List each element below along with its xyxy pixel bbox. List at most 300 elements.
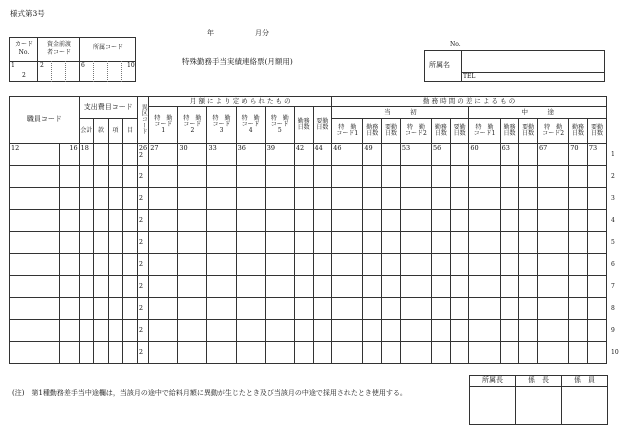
row-number: 1 (611, 151, 615, 158)
table-cell[interactable] (137, 320, 148, 342)
table-cell[interactable] (519, 210, 538, 232)
table-cell[interactable] (123, 276, 138, 298)
table-cell[interactable] (363, 188, 382, 210)
table-cell[interactable] (79, 232, 94, 254)
table-cell[interactable] (363, 254, 382, 276)
table-cell[interactable] (178, 342, 207, 364)
table-cell[interactable] (587, 320, 606, 342)
table-cell[interactable] (294, 254, 313, 276)
table-cell[interactable] (538, 232, 569, 254)
table-cell[interactable] (207, 188, 236, 210)
table-cell[interactable] (137, 188, 148, 210)
table-cell[interactable] (332, 320, 363, 342)
table-cell[interactable] (149, 342, 178, 364)
table-cell[interactable] (265, 144, 294, 166)
table-cell[interactable] (519, 232, 538, 254)
table-cell[interactable] (94, 320, 109, 342)
table-cell[interactable] (363, 342, 382, 364)
table-cell[interactable] (294, 276, 313, 298)
table-cell[interactable] (10, 254, 60, 276)
table-cell[interactable] (149, 144, 178, 166)
table-cell[interactable] (569, 210, 588, 232)
table-cell[interactable] (59, 298, 79, 320)
table-cell[interactable] (59, 276, 79, 298)
table-cell[interactable] (450, 144, 469, 166)
table-cell[interactable] (332, 188, 363, 210)
table-cell[interactable] (123, 210, 138, 232)
table-cell[interactable] (236, 188, 265, 210)
row-number: 4 (611, 217, 615, 224)
table-cell[interactable] (207, 166, 236, 188)
table-cell[interactable] (313, 342, 332, 364)
diff-code-value: 2 (138, 282, 143, 291)
approval-table (469, 375, 608, 425)
table-cell[interactable] (400, 210, 431, 232)
table-cell[interactable] (363, 210, 382, 232)
table-cell[interactable] (137, 342, 148, 364)
table-cell[interactable] (569, 254, 588, 276)
table-cell[interactable] (178, 298, 207, 320)
approval-stamp-1 (470, 387, 516, 425)
table-cell[interactable] (79, 342, 94, 364)
card-no-label: カード No. (14, 41, 33, 56)
table-cell[interactable] (363, 320, 382, 342)
table-cell[interactable] (538, 210, 569, 232)
table-cell[interactable] (469, 144, 500, 166)
table-cell[interactable] (149, 166, 178, 188)
table-cell[interactable] (569, 298, 588, 320)
table-cell[interactable] (538, 276, 569, 298)
table-cell[interactable] (519, 298, 538, 320)
table-cell[interactable] (432, 276, 451, 298)
table-cell[interactable] (108, 144, 123, 166)
table-cell[interactable] (363, 166, 382, 188)
table-cell[interactable] (207, 232, 236, 254)
table-cell[interactable] (382, 188, 401, 210)
table-cell[interactable] (108, 232, 123, 254)
col-start-number: 73 (588, 144, 598, 152)
table-cell[interactable] (382, 276, 401, 298)
table-cell[interactable] (94, 144, 109, 166)
table-cell[interactable] (236, 320, 265, 342)
table-cell[interactable] (294, 210, 313, 232)
table-cell[interactable] (207, 320, 236, 342)
table-cell[interactable] (236, 144, 265, 166)
table-cell[interactable] (207, 254, 236, 276)
table-cell[interactable] (79, 166, 94, 188)
table-cell[interactable] (400, 320, 431, 342)
table-cell[interactable] (265, 166, 294, 188)
table-cell[interactable] (400, 254, 431, 276)
table-cell[interactable] (538, 166, 569, 188)
table-cell[interactable] (400, 276, 431, 298)
table-cell[interactable] (265, 232, 294, 254)
table-cell[interactable] (363, 144, 382, 166)
approval-stamp-2 (516, 387, 562, 425)
table-cell[interactable] (178, 188, 207, 210)
table-cell[interactable] (149, 188, 178, 210)
table-cell[interactable] (587, 144, 606, 166)
midway-col-5: 勤務 日数 (569, 119, 588, 144)
table-cell[interactable] (265, 188, 294, 210)
table-cell[interactable] (94, 298, 109, 320)
table-cell[interactable] (10, 298, 60, 320)
table-cell[interactable] (294, 144, 313, 166)
table-cell[interactable] (538, 144, 569, 166)
table-cell[interactable] (332, 210, 363, 232)
table-cell[interactable] (569, 144, 588, 166)
table-cell[interactable] (294, 298, 313, 320)
table-cell[interactable] (108, 254, 123, 276)
table-cell[interactable] (569, 166, 588, 188)
table-cell[interactable] (400, 188, 431, 210)
table-cell[interactable] (79, 144, 94, 166)
table-cell[interactable] (569, 342, 588, 364)
table-cell[interactable] (313, 254, 332, 276)
table-cell[interactable] (149, 232, 178, 254)
table-cell[interactable] (236, 276, 265, 298)
table-cell[interactable] (123, 254, 138, 276)
table-cell[interactable] (178, 166, 207, 188)
table-cell[interactable] (207, 276, 236, 298)
table-cell[interactable] (108, 276, 123, 298)
table-cell[interactable] (94, 232, 109, 254)
table-cell[interactable] (108, 320, 123, 342)
table-cell[interactable] (236, 232, 265, 254)
table-cell[interactable] (94, 254, 109, 276)
col-start-number: 27 (150, 144, 159, 152)
table-cell[interactable] (587, 188, 606, 210)
table-cell[interactable] (450, 210, 469, 232)
table-cell[interactable] (519, 342, 538, 364)
col-start-number: 53 (401, 144, 411, 152)
midway-col-2: 勤務 日数 (500, 119, 519, 144)
table-cell[interactable] (382, 342, 401, 364)
table-cell[interactable] (450, 276, 469, 298)
table-cell[interactable] (500, 298, 519, 320)
table-cell[interactable] (500, 188, 519, 210)
table-cell[interactable] (294, 342, 313, 364)
table-cell[interactable] (294, 320, 313, 342)
table-cell[interactable] (123, 166, 138, 188)
table-cell[interactable] (108, 166, 123, 188)
table-cell[interactable] (123, 232, 138, 254)
table-cell[interactable] (123, 342, 138, 364)
table-cell[interactable] (10, 166, 60, 188)
table-cell[interactable] (469, 210, 500, 232)
table-cell[interactable] (538, 298, 569, 320)
table-cell[interactable] (79, 188, 94, 210)
table-cell[interactable] (313, 276, 332, 298)
table-cell[interactable] (313, 166, 332, 188)
table-cell[interactable] (108, 298, 123, 320)
table-cell[interactable] (469, 254, 500, 276)
table-cell[interactable] (432, 298, 451, 320)
table-cell[interactable] (382, 166, 401, 188)
table-cell[interactable] (332, 254, 363, 276)
table-cell[interactable] (400, 342, 431, 364)
table-cell[interactable] (59, 210, 79, 232)
table-cell[interactable] (123, 298, 138, 320)
table-cell[interactable] (79, 320, 94, 342)
table-cell[interactable] (450, 254, 469, 276)
approval-staff: 係 員 (562, 376, 608, 387)
table-cell[interactable] (265, 210, 294, 232)
table-cell[interactable] (294, 188, 313, 210)
table-cell[interactable] (149, 254, 178, 276)
table-cell[interactable] (79, 254, 94, 276)
table-cell[interactable] (178, 254, 207, 276)
table-cell[interactable] (313, 188, 332, 210)
table-cell[interactable] (382, 144, 401, 166)
table-cell[interactable] (236, 210, 265, 232)
table-cell[interactable] (538, 254, 569, 276)
table-cell[interactable] (432, 232, 451, 254)
table-cell[interactable] (469, 188, 500, 210)
table-cell[interactable] (332, 166, 363, 188)
table-cell[interactable] (123, 320, 138, 342)
table-cell[interactable] (294, 166, 313, 188)
table-cell[interactable] (59, 232, 79, 254)
table-cell[interactable] (10, 144, 60, 166)
table-cell[interactable] (10, 210, 60, 232)
table-cell[interactable] (149, 210, 178, 232)
table-cell[interactable] (79, 298, 94, 320)
code-num-1: 1 (11, 62, 15, 69)
table-cell[interactable] (587, 298, 606, 320)
table-cell[interactable] (59, 342, 79, 364)
table-cell[interactable] (569, 320, 588, 342)
table-cell[interactable] (294, 232, 313, 254)
table-cell[interactable] (450, 298, 469, 320)
initial-col-1: 特 勤 コード1 (332, 119, 363, 144)
table-cell[interactable] (587, 276, 606, 298)
table-cell[interactable] (519, 144, 538, 166)
table-cell[interactable] (432, 320, 451, 342)
table-cell[interactable] (149, 320, 178, 342)
table-cell[interactable] (265, 298, 294, 320)
table-cell[interactable] (450, 188, 469, 210)
table-cell[interactable] (236, 254, 265, 276)
table-cell[interactable] (332, 144, 363, 166)
table-cell[interactable] (207, 298, 236, 320)
table-cell[interactable] (265, 342, 294, 364)
table-cell[interactable] (10, 320, 60, 342)
col-start-number: 56 (433, 144, 442, 152)
table-cell[interactable] (332, 298, 363, 320)
table-cell[interactable] (313, 144, 332, 166)
table-cell[interactable] (538, 320, 569, 342)
table-cell[interactable] (137, 166, 148, 188)
table-cell[interactable] (313, 210, 332, 232)
code-num-2: 2 (40, 62, 44, 69)
table-cell[interactable] (500, 276, 519, 298)
row-number: 6 (611, 261, 615, 268)
table-cell[interactable] (382, 254, 401, 276)
table-cell[interactable] (137, 232, 148, 254)
table-cell[interactable] (137, 144, 148, 166)
table-cell[interactable] (450, 320, 469, 342)
table-cell[interactable] (94, 210, 109, 232)
table-cell[interactable] (207, 210, 236, 232)
table-cell[interactable] (137, 276, 148, 298)
approval-stamp-3 (562, 387, 608, 425)
table-cell[interactable] (450, 232, 469, 254)
form-number: 様式第3号 (10, 9, 45, 18)
table-cell[interactable] (400, 144, 431, 166)
table-cell[interactable] (450, 342, 469, 364)
table-cell[interactable] (94, 188, 109, 210)
table-cell[interactable] (108, 342, 123, 364)
midway-col-4: 特 勤 コード2 (538, 119, 569, 144)
table-cell[interactable] (332, 232, 363, 254)
table-cell[interactable] (538, 188, 569, 210)
table-cell[interactable] (500, 320, 519, 342)
diff-code-value: 2 (138, 348, 143, 357)
table-row (10, 342, 607, 364)
table-cell[interactable] (569, 188, 588, 210)
table-cell[interactable] (432, 188, 451, 210)
table-cell[interactable] (400, 232, 431, 254)
table-cell[interactable] (178, 144, 207, 166)
table-cell[interactable] (587, 342, 606, 364)
table-cell[interactable] (469, 298, 500, 320)
table-cell[interactable] (265, 254, 294, 276)
table-cell[interactable] (363, 298, 382, 320)
table-cell[interactable] (137, 210, 148, 232)
table-cell[interactable] (236, 166, 265, 188)
table-cell[interactable] (500, 232, 519, 254)
dept-name-box (424, 50, 605, 82)
expense-sub-accounting: 会計 (79, 119, 94, 144)
table-cell[interactable] (500, 166, 519, 188)
table-cell[interactable] (137, 254, 148, 276)
table-cell[interactable] (382, 320, 401, 342)
col-start-number: 46 (333, 144, 342, 152)
table-cell[interactable] (432, 166, 451, 188)
dept-name-label: 所属名 (429, 61, 450, 69)
table-cell[interactable] (137, 298, 148, 320)
table-cell[interactable] (500, 144, 519, 166)
table-cell[interactable] (59, 254, 79, 276)
table-cell[interactable] (569, 232, 588, 254)
table-cell[interactable] (108, 188, 123, 210)
table-cell[interactable] (587, 210, 606, 232)
table-cell[interactable] (519, 166, 538, 188)
table-cell[interactable] (432, 144, 451, 166)
table-cell[interactable] (569, 276, 588, 298)
col-start-number: 36 (237, 144, 246, 152)
table-cell[interactable] (79, 276, 94, 298)
table-cell[interactable] (400, 166, 431, 188)
table-cell[interactable] (469, 166, 500, 188)
table-cell[interactable] (313, 320, 332, 342)
col-start-number: 49 (364, 144, 373, 152)
table-row (10, 320, 607, 342)
table-cell[interactable] (363, 232, 382, 254)
table-cell[interactable] (469, 276, 500, 298)
table-cell[interactable] (363, 276, 382, 298)
table-cell[interactable] (10, 276, 60, 298)
table-cell[interactable] (236, 342, 265, 364)
table-cell[interactable] (265, 320, 294, 342)
table-cell[interactable] (265, 276, 294, 298)
table-cell[interactable] (207, 342, 236, 364)
table-cell[interactable] (178, 276, 207, 298)
table-cell[interactable] (432, 342, 451, 364)
table-cell[interactable] (432, 210, 451, 232)
monthly-col-4: 特 勤 コード 4 (236, 107, 265, 144)
table-cell[interactable] (94, 166, 109, 188)
table-cell[interactable] (332, 276, 363, 298)
table-cell[interactable] (79, 210, 94, 232)
table-cell[interactable] (236, 298, 265, 320)
dept-code-label: 所属コード (92, 44, 123, 51)
table-cell[interactable] (108, 210, 123, 232)
table-cell[interactable] (149, 276, 178, 298)
table-cell[interactable] (469, 320, 500, 342)
table-cell[interactable] (178, 210, 207, 232)
table-cell[interactable] (519, 320, 538, 342)
table-cell[interactable] (500, 210, 519, 232)
table-cell[interactable] (10, 232, 60, 254)
table-cell[interactable] (400, 298, 431, 320)
table-cell[interactable] (382, 210, 401, 232)
table-cell[interactable] (538, 342, 569, 364)
expense-sub-kou: 項 (108, 119, 123, 144)
table-cell[interactable] (519, 276, 538, 298)
table-cell[interactable] (123, 144, 138, 166)
diff-code-header (137, 97, 148, 144)
col-start-number: 39 (266, 144, 275, 152)
table-cell[interactable] (313, 298, 332, 320)
table-row (10, 166, 607, 188)
table-cell[interactable] (59, 144, 79, 166)
col-start-number: 18 (80, 144, 89, 152)
table-cell[interactable] (500, 254, 519, 276)
table-cell[interactable] (382, 232, 401, 254)
table-cell[interactable] (469, 342, 500, 364)
table-cell[interactable] (94, 342, 109, 364)
table-cell[interactable] (94, 276, 109, 298)
table-cell[interactable] (469, 232, 500, 254)
table-cell[interactable] (59, 188, 79, 210)
table-cell[interactable] (450, 166, 469, 188)
col-start-number: 33 (208, 144, 217, 152)
midway-header: 中 途 (469, 107, 607, 119)
table-cell[interactable] (332, 342, 363, 364)
table-cell[interactable] (519, 254, 538, 276)
table-cell[interactable] (59, 166, 79, 188)
table-cell[interactable] (587, 166, 606, 188)
table-cell[interactable] (500, 342, 519, 364)
table-cell[interactable] (59, 320, 79, 342)
table-cell[interactable] (10, 342, 60, 364)
work-days-header: 勤務 日数 (294, 107, 313, 144)
table-cell[interactable] (149, 298, 178, 320)
table-cell[interactable] (432, 254, 451, 276)
table-cell[interactable] (382, 298, 401, 320)
table-cell[interactable] (313, 232, 332, 254)
table-cell[interactable] (519, 188, 538, 210)
table-cell[interactable] (178, 320, 207, 342)
table-cell[interactable] (587, 232, 606, 254)
table-cell[interactable] (10, 188, 60, 210)
table-cell[interactable] (123, 188, 138, 210)
table-cell[interactable] (178, 232, 207, 254)
table-cell[interactable] (207, 144, 236, 166)
table-cell[interactable] (587, 254, 606, 276)
